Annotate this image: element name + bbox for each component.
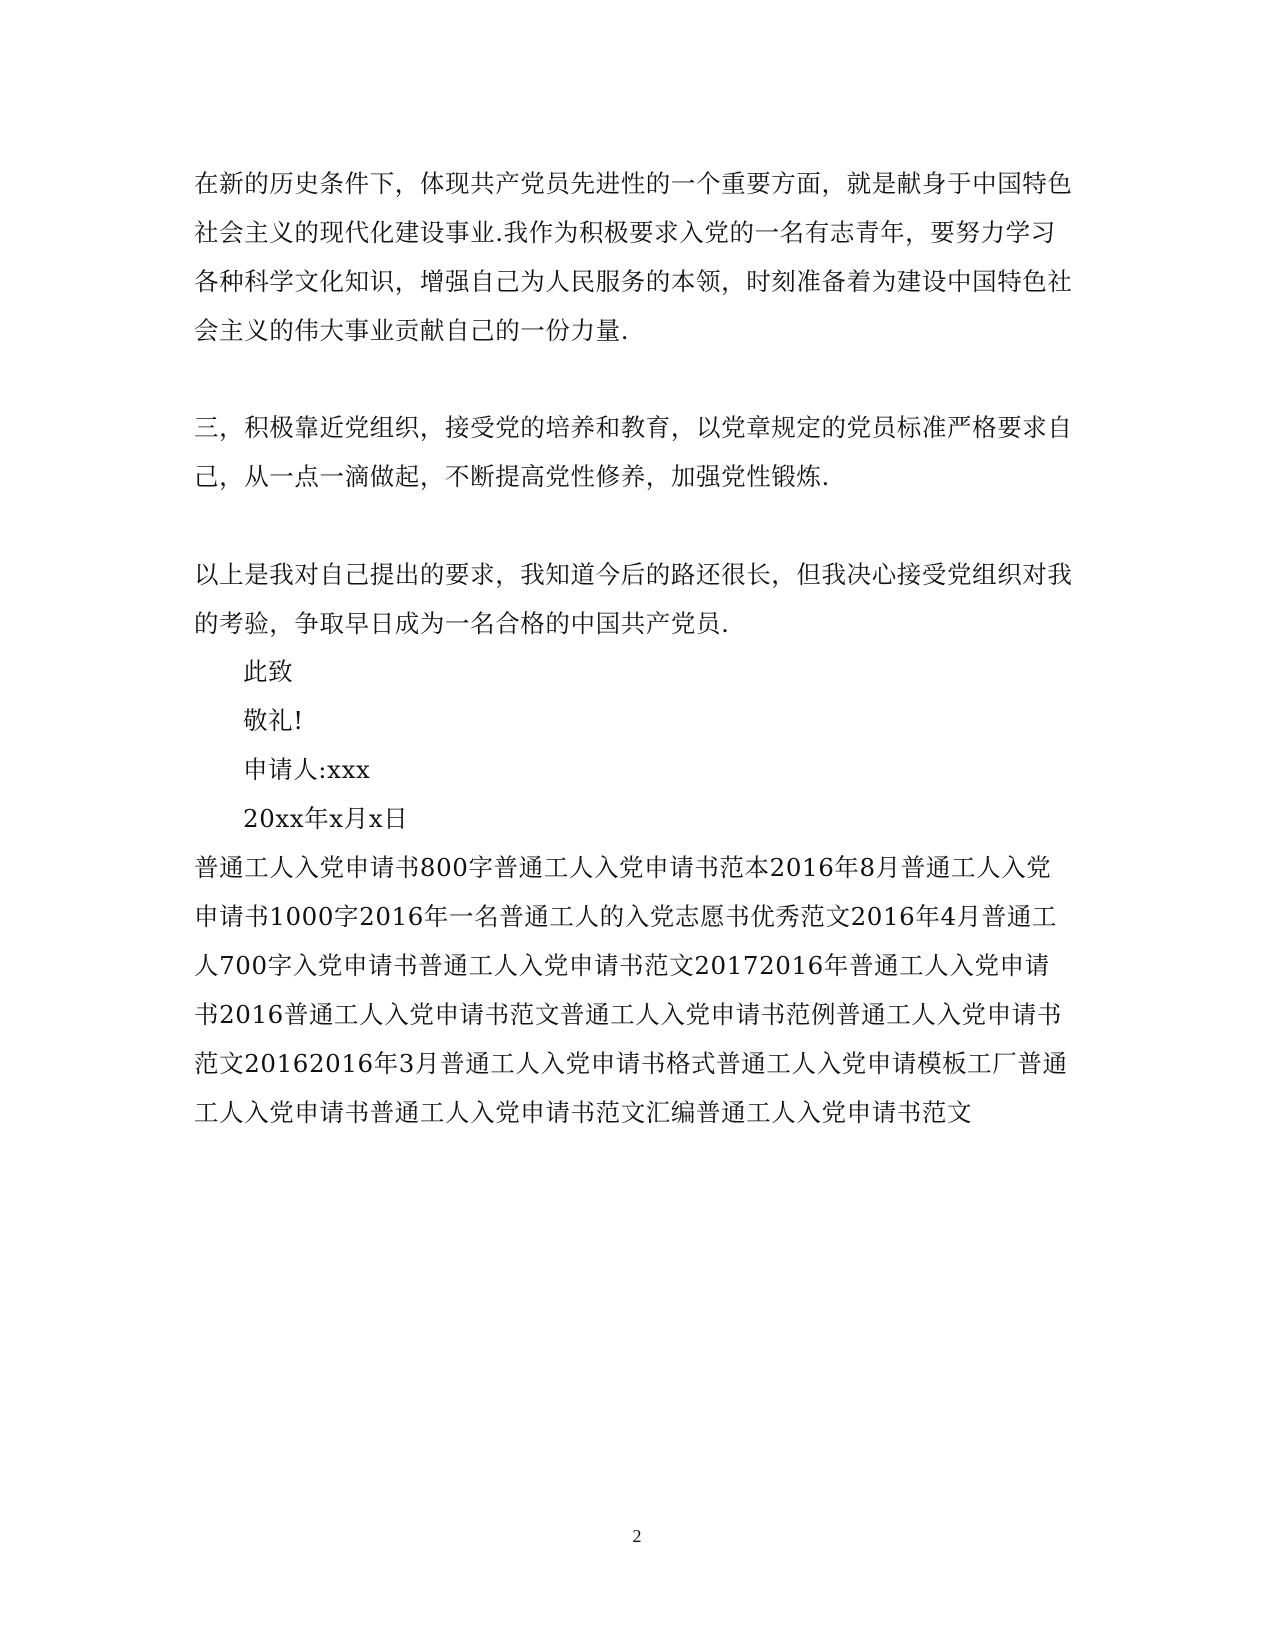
closing-regards: 敬礼! (243, 706, 304, 735)
body-paragraph: 三，积极靠近党组织，接受党的培养和教育，以党章规定的党员标准严格要求自己，从一点一滴做起，不断提高党性修养，加强党性锻炼. (194, 413, 1073, 491)
closing-salutation: 此致 (243, 657, 294, 686)
related-titles-paragraph: 普通工人入党申请书800字普通工人入党申请书范本2016年8月普通工人入党申请书1000字2016年一名普通工人的入党志愿书优秀范文2016年4月普通工人700字入党申请书普通工人入党申请书范文20172016年普通工人入党申请书2016普通工人入党申请书范文普通工人入党申请书范例普通工人入党申请书范文20162016年3月普通工人入党申请书格式普通工人入党申请模板工厂普通工人入党申请书普通工人入党申请书范文汇编普通工人入党申请书范文 (194, 853, 1068, 1127)
body-paragraph: 以上是我对自己提出的要求，我知道今后的路还很长，但我决心接受党组织对我的考验，争取早日成为一名合格的中国共产党员. (194, 560, 1073, 638)
body-paragraph: 在新的历史条件下，体现共产党员先进性的一个重要方面，就是献身于中国特色社会主义的现代化建设事业.我作为积极要求入党的一名有志青年，要努力学习各种科学文化知识，增强自己为人民服务的本领，时刻准备着为建设中国特色社会主义的伟大事业贡献自己的一份力量. (194, 169, 1073, 345)
applicant-signature: 申请人:xxx (243, 755, 371, 784)
application-date: 20xx年x月x日 (243, 804, 409, 833)
page-number: 2 (632, 1526, 642, 1546)
